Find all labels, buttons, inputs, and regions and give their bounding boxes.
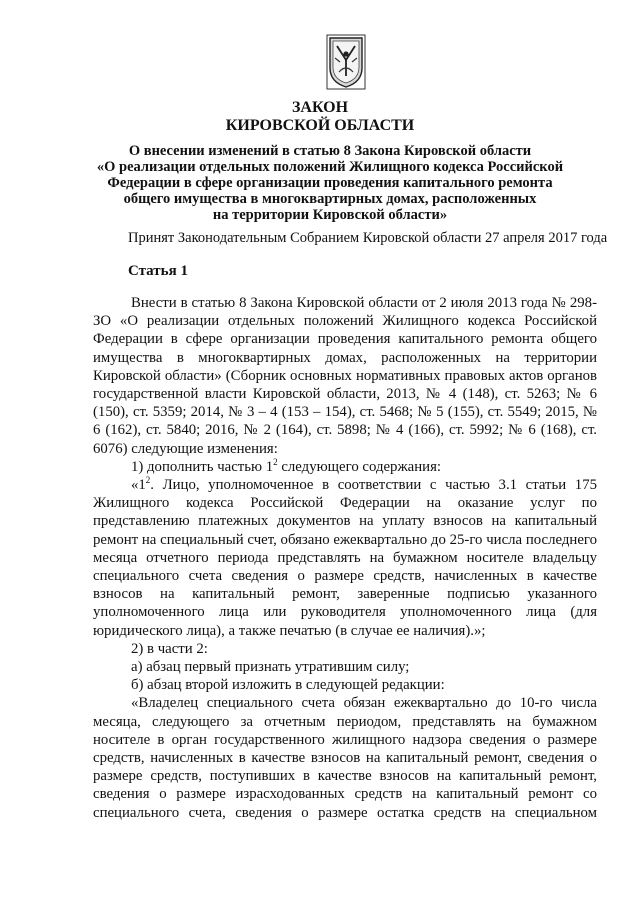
article-heading: Статья 1 [128,263,188,279]
item1-prefix: 1) дополнить частью 1 [131,458,274,475]
law-region: КИРОВСКОЙ ОБЛАСТИ [225,117,415,134]
part-body: . Лицо, уполномоченное в соответствии с частью 3.1 статьи 175 Жилищного кодекса Российской Федерации на оказание услуг по представлению платежных документов на уплату взносов на капитальный ремонт на специальный счет, обязано ежеквартально до 25-го числа последнего месяца отчетного периода представлять на бумажном носителе владельцу специального счета сведения о размере средств, начисленных в качестве взносов на капитальный ремонт, заверенные подписью указанного уполномоченного лица или руководителя уполномоченного лица (для юридического лица), а также печатью (в случае ее наличия).»; [93,477,597,639]
amendment-item-2: 2) в части 2: [131,640,208,657]
article-intro: Внести в статью 8 Закона Кировской области от 2 июля 2013 года № 298-ЗО «О реализации отдельных положений Жилищного кодекса Российской Федерации в сфере организации проведения капитального ремонта общего имущества в многоквартирных домах, расположенных на территории Кировской области» (Сборник основных нормативных правовых актов органов государственной власти Кировской области, 2013, № 4 (148), ст. 5263; № 6 (150), ст. 5359; 2014, № 3 – 4 (153 – 154), ст. 5468; № 5 (155), ст. 5549; 2015, № 6 (162), ст. 5840; 2016, № 2 (164), ст. 5898; № 4 (166), ст. 5992; № 6 (168), ст. 6076) следующие изменения: [93,295,597,457]
subject-line: «О реализации отдельных положений Жилищного кодекса Российской [96,159,564,175]
article-body [93,294,597,822]
subject-line: Федерации в сфере организации проведения капитального ремонта [107,175,553,191]
subject-line: на территории Кировской области» [212,207,448,223]
part-open: «1 [131,477,146,494]
quoted-new-wording: «Владелец специального счета обязан ежеквартально до 10-го числа месяца, следующего за отчетным периодом, представлять на бумажном носителе в орган государственного жилищного надзора сведения о размере средств, начисленных в качестве взносов на капитальный ремонт, сведения о размере средств, поступивших в качестве взносов на капитальный ремонт, сведения о размере израсходованных средств на капитальный ремонт со специального счета, сведения о размере остатка средств на специальном [93,695,597,821]
coat-of-arms-icon [326,34,366,90]
subject-line: общего имущества в многоквартирных домах, расположенных [123,191,537,207]
amendment-item-2b: б) абзац второй изложить в следующей редакции: [131,677,445,694]
amendment-item-2a: а) абзац первый признать утратившим силу; [131,659,410,676]
item1-superscript: 2 [273,456,278,467]
adoption-statement: Принят Законодательным Собранием Кировской области 27 апреля 2017 года [128,230,608,246]
subject-line: О внесении изменений в статью 8 Закона Кировской области [128,143,532,159]
law-title: ЗАКОН [291,99,349,116]
part-superscript: 2 [145,475,151,486]
new-part-text [93,476,597,640]
amendment-item-1 [93,458,597,476]
law-subject [60,143,600,223]
item1-suffix: следующего содержания: [277,458,441,475]
